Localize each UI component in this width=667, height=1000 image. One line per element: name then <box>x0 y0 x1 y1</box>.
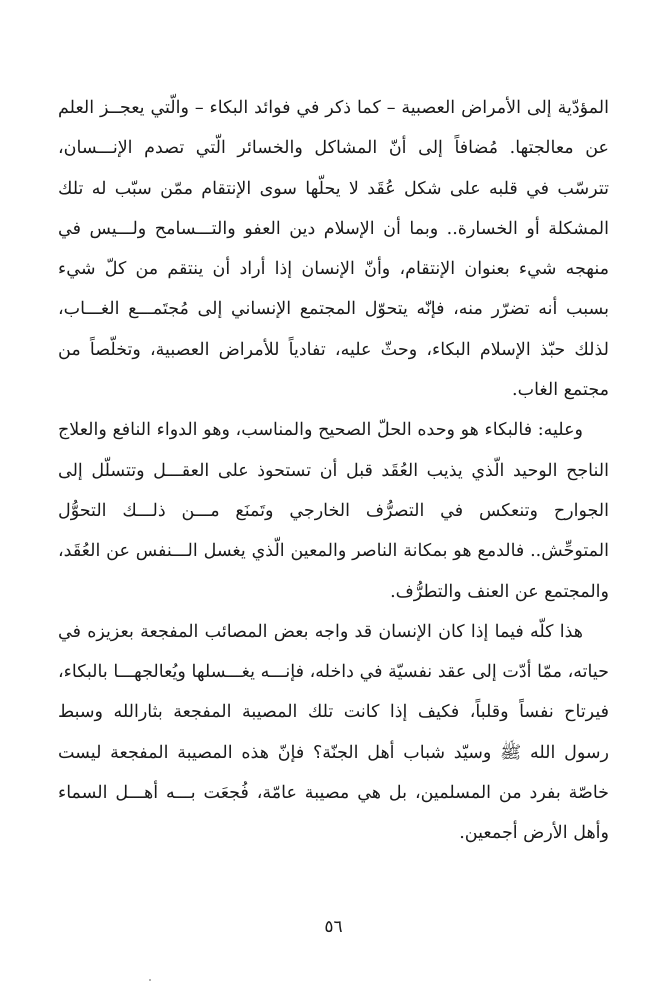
paragraph-2: وعليه: فالبكاء هو وحده الحلّ الصحيح والمناسب، وهو الدواء النافع والعلاج الناجح الوحيد الّذي يذيب العُقَد قبل أن تستحوذ على العقـــل وتتسلّل إلى الجوارح وتنعكس في التصرُّف الخارجي وتَمنَع مـــن ذلـــك التحوُّل المتوحِّش.. فالدمع هو بمكانة الناصر والمعين الّذي يغسل الـــنفس عن العُقَد، والمجتمع عن العنف والتطرُّف. <box>58 420 609 602</box>
paragraph-1: المؤدّية إلى الأمراض العصبية – كما ذكر في فوائد البكاء – والّتي يعجــز العلم عن معالجتها. مُضافاً إلى أنّ المشاكل والخسائر الّتي تصدم الإنـــسان، تترسّب في قلبه على شكل عُقَد لا يحلّها سوى الإنتقام ممّن سبّب له تلك المشكلة أو الخسارة.. وبما أن الإسلام دين العفو والتـــسامح ولـــيس في منهجه شيء بعنوان الإنتقام، وأنّ الإنسان إذا أراد أن ينتقم من كلّ شيء بسبب أنه تضرّر منه، فإنّه يتحوّل المجتمع الإنساني إلى مُجتَمـــع الغـــاب، لذلك حبّذ الإسلام البكاء، وحثّ عليه، تفادياً للأمراض العصبية، وتخلّصاً من مجتمع الغاب. <box>58 98 609 401</box>
scan-speck <box>149 979 151 981</box>
paragraph-3: هذا كلّه فيما إذا كان الإنسان قد واجه بعض المصائب المفجعة بعزيزه في حياته، ممّا أدّت إلى عقد نفسيّة في داخله، فإنـــه يغـــسلها ويُعالجهـــا بالبكاء، فيرتاح نفساً وقلباً، فكيف إذا كانت تلك المصيبة المفجعة بثارالله وسبط رسول الله ﷺ وسيّد شباب أهل الجنّة؟ فإنّ هذه المصيبة المفجعة ليست خاصّة بفرد من المسلمين، بل هي مصيبة عامّة، فُجعَت بـــه أهـــل السماء وأهل الأرض أجمعين. <box>58 621 609 844</box>
page-number: ٥٦ <box>324 917 343 937</box>
body-text <box>58 88 609 854</box>
